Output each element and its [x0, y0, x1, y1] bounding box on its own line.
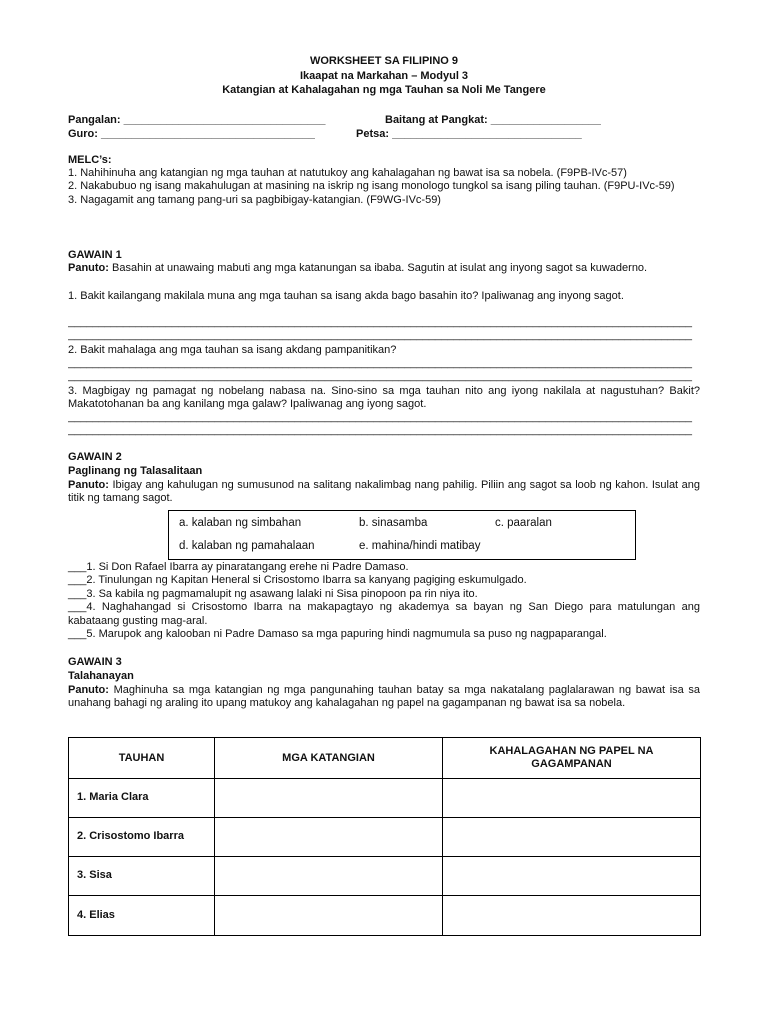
question-2: 2. Bakit mahalaga ang mga tauhan sa isang akdang pampanitikan?	[68, 344, 397, 356]
petsa-field[interactable]: Petsa: _______________________________	[356, 128, 582, 140]
table-row	[69, 896, 701, 936]
melc-item: 1. Nahihinuha ang katangian ng mga tauhan at natutukoy ang kahalagahan ng bawat isa sa nobela. (F9PB-IVc-57)	[68, 167, 627, 179]
kahalagahan-cell[interactable]	[443, 779, 701, 818]
answer-line[interactable]: ______________________________________________________________________________________________________	[68, 424, 693, 436]
kahalagahan-cell[interactable]	[443, 818, 701, 857]
choice-d: d. kalaban ng pamahalaan	[179, 540, 315, 552]
choice-e: e. mahina/hindi matibay	[359, 540, 481, 552]
melc-list	[68, 167, 700, 207]
table-header-row	[69, 738, 701, 779]
table-row	[69, 857, 701, 896]
answer-line[interactable]: ______________________________________________________________________________________________________	[68, 370, 693, 382]
panuto-label: Panuto:	[68, 684, 109, 696]
panuto-label: Panuto:	[68, 262, 109, 274]
worksheet-header	[0, 54, 768, 98]
worksheet-topic: Katangian at Kahalagahan ng mga Tauhan sa Noli Me Tangere	[222, 84, 546, 97]
list-item: ___4. Naghahangad si Crisostomo Ibarra na makapagtayo ng akademya sa bayan ng San Diego para matulungan ang kabataang gusting mag-aral.	[68, 601, 700, 627]
panuto-text: Basahin at unawaing mabuti ang mga katanungan sa ibaba. Sagutin at isulat ang inyong sagot sa kuwaderno.	[108, 262, 648, 274]
answer-line[interactable]: ______________________________________________________________________________________________________	[68, 411, 693, 423]
gawain2-subheading: Paglinang ng Talasalitaan	[68, 465, 203, 477]
tauhan-cell: 2. Crisostomo Ibarra	[69, 818, 215, 857]
panuto-label: Panuto:	[68, 479, 109, 491]
tauhan-table	[68, 737, 701, 936]
melc-item: 3. Nagagamit ang tamang pang-uri sa pagbibigay-katangian. (F9WG-IVc-59)	[68, 193, 441, 206]
gawain1-heading: GAWAIN 1	[68, 249, 122, 261]
katangian-cell[interactable]	[215, 857, 443, 896]
tauhan-cell: 1. Maria Clara	[69, 779, 215, 818]
pangalan-field[interactable]: Pangalan: _________________________________	[68, 114, 326, 126]
list-item: ___2. Tinulungan ng Kapitan Heneral si Crisostomo Ibarra sa kanyang pagiging eskumulgado.	[68, 574, 527, 587]
list-item: ___1. Si Don Rafael Ibarra ay pinaratangang erehe ni Padre Damaso.	[68, 561, 409, 573]
gawain2-panuto	[68, 479, 700, 506]
tauhan-cell: 3. Sisa	[69, 857, 215, 896]
panuto-text: Maghinuha sa mga katangian ng mga pangunahing tauhan batay sa mga nakatalang paglalarawan ng bawat isa sa unahang bahagi ng araling ito upang matukoy ang kahalagahan ng papel na gagampanan ng bawat isa sa nobela.	[68, 684, 700, 710]
katangian-cell[interactable]	[215, 896, 443, 936]
question-3: 3. Magbigay ng pamagat ng nobelang nabasa na. Sino-sino sa mga tauhan nito ang iyong nakilala at nagustuhan? Bakit? Makatotohanan ba ang kanilang mga galaw? Ipaliwanag ang iyong sagot.	[68, 385, 700, 411]
katangian-cell[interactable]	[215, 818, 443, 857]
header-tauhan: TAUHAN	[69, 738, 215, 779]
worksheet-subtitle: Ikaapat na Markahan – Modyul 3	[299, 69, 469, 82]
kahalagahan-cell[interactable]	[443, 857, 701, 896]
panuto-text: Ibigay ang kahulugan ng sumusunod na salitang nakalimbag nang pahilig. Piliin ang sagot sa loob ng kahon. Isulat ang titik ng tamang sagot.	[68, 479, 700, 505]
choice-c: c. paaralan	[495, 517, 552, 529]
gawain2-heading: GAWAIN 2	[68, 451, 122, 463]
gawain3-subheading: Talahanayan	[68, 670, 134, 682]
choice-a: a. kalaban ng simbahan	[179, 517, 302, 529]
answer-line[interactable]: ______________________________________________________________________________________________________	[68, 329, 693, 341]
gawain3-heading: GAWAIN 3	[68, 656, 122, 668]
list-item: ___5. Marupok ang kalooban ni Padre Damaso sa mga papuring hindi nagmumula sa puso ng nagpaparangal.	[68, 628, 607, 641]
tauhan-cell: 4. Elias	[69, 896, 215, 936]
worksheet-title: WORKSHEET SA FILIPINO 9	[309, 55, 459, 67]
header-katangian: MGA KATANGIAN	[215, 738, 443, 779]
list-item: ___3. Sa kabila ng pagmamalupit ng asawang lalaki ni Sisa pinopoon pa rin niya ito.	[68, 587, 478, 600]
kahalagahan-cell[interactable]	[443, 896, 701, 936]
answer-line[interactable]: ______________________________________________________________________________________________________	[68, 357, 693, 369]
gawain1-panuto	[68, 262, 700, 275]
gawain2-items	[68, 561, 700, 641]
katangian-cell[interactable]	[215, 779, 443, 818]
question-1: 1. Bakit kailangang makilala muna ang mga tauhan sa isang akda bago basahin ito? Ipaliwanag ang inyong sagot.	[68, 290, 624, 302]
melc-heading: MELC’s:	[68, 154, 112, 166]
choice-b: b. sinasamba	[359, 517, 428, 529]
header-kahalagahan: KAHALAGAHAN NG PAPEL NA GAGAMPANAN	[443, 738, 701, 779]
choices-box	[168, 510, 636, 560]
answer-line[interactable]: ______________________________________________________________________________________________________	[68, 316, 693, 328]
baitang-field[interactable]: Baitang at Pangkat: __________________	[385, 114, 601, 126]
table-row	[69, 818, 701, 857]
guro-field[interactable]: Guro: ___________________________________	[68, 128, 316, 140]
table-row	[69, 779, 701, 818]
gawain3-panuto	[68, 684, 700, 711]
melc-item: 2. Nakabubuo ng isang makahulugan at masining na iskrip ng isang monologo tungkol sa isang piling tauhan. (F9PU-IVc-59)	[68, 180, 675, 193]
